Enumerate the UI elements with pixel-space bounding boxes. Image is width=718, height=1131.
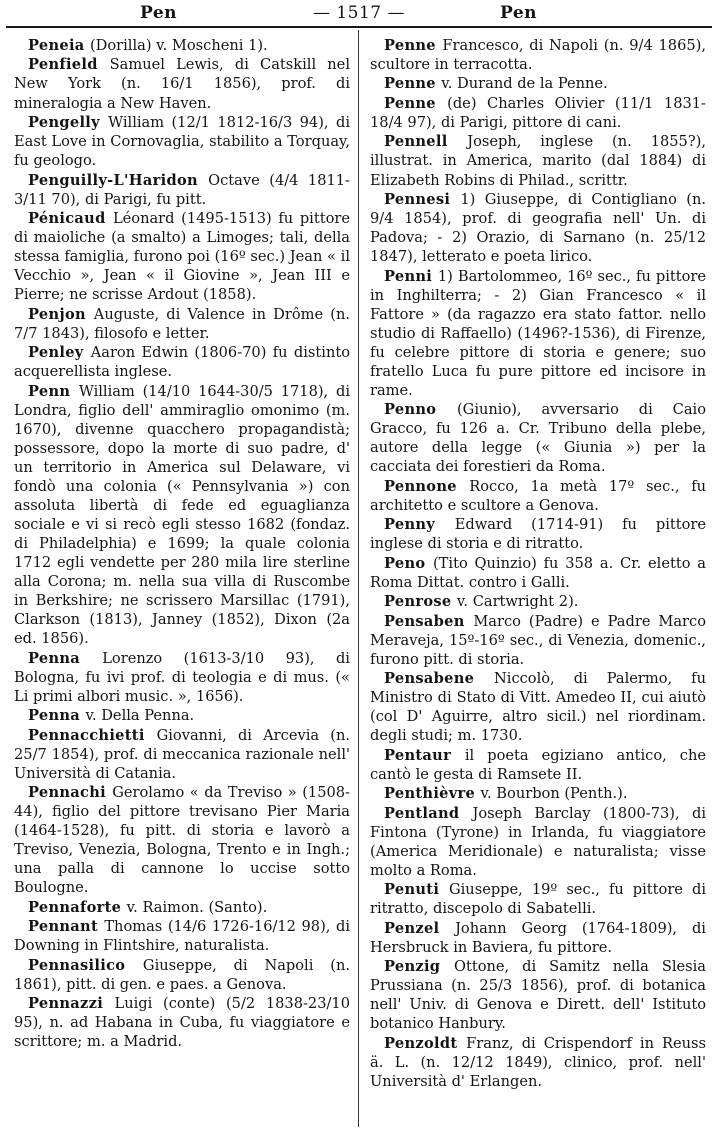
entry-headword: Penzoldt	[384, 1034, 458, 1052]
dictionary-entry	[370, 804, 706, 880]
entry-text: 1) Bartolommeo, 16º sec., fu pittore in Inghilterra; - 2) Gian Francesco « il Fattore » (da ragazzo era stato fattor. nello studio di Raffaello) (1496?-1536), di Firenze, fu celebre pittore di storia e genere; suo fratello Luca fu pure pittore ed incisore in rame.	[370, 267, 706, 399]
dictionary-entry	[370, 880, 706, 918]
dictionary-entry	[14, 783, 350, 897]
dictionary-entry	[14, 343, 350, 381]
dictionary-entry	[370, 74, 706, 93]
entry-headword: Penzel	[384, 919, 440, 937]
dictionary-entry	[14, 994, 350, 1051]
entry-text: 1) Giuseppe, di Contigliano (n. 9/4 1854), prof. di geografia nell' Un. di Padova; - 2) Orazio, di Sarnano (n. 25/12 1847), letterato e poeta lirico.	[370, 190, 706, 266]
entry-headword: Penna	[28, 649, 81, 667]
page-number: — 1517 —	[312, 3, 406, 23]
dictionary-entry	[370, 957, 706, 1033]
entry-text: v. Raimon. (Santo).	[126, 898, 268, 916]
entry-headword: Penne	[384, 75, 436, 93]
dictionary-entry	[14, 36, 350, 55]
entry-headword: Penna	[28, 707, 81, 725]
entry-text: Marco (Padre) e Padre Marco Meraveja, 15º-16º sec., di Venezia, domenic., furono pitt. di storia.	[370, 612, 706, 668]
entry-headword: Pennazzi	[28, 995, 104, 1013]
entry-text: v. Della Penna.	[85, 707, 195, 725]
dictionary-entry	[370, 746, 706, 784]
entry-headword: Pennachi	[28, 784, 106, 802]
entry-text: Franz, di Crispendorf in Reuss ä. L. (n. 12/12 1849), clinico, prof. nell' Università d' Erlangen.	[370, 1034, 706, 1090]
entry-headword: Penne	[384, 94, 436, 112]
dictionary-entry	[370, 400, 706, 476]
entry-text: (Giunio), avversario di Caio Gracco, fu 126 a. Cr. Tribuno della plebe, autore della legge (« Giunia ») per la cacciata dei forestieri da Roma.	[370, 401, 706, 476]
entry-text: (Dorilla) v. Moscheni 1).	[89, 37, 268, 54]
entry-headword: Pengelly	[28, 113, 100, 131]
entry-text: William (14/10 1644-30/5 1718), di Londra, figlio dell' ammiraglio omonimo (m. 1670), divenne quacchero propagandistà; possessore, dopo la morte di suo padre, d' un territorio in America sul Delaware, vi fondò una colonia (« Pennsylvania ») con assoluta libertà di fede ed eguaglianza sociale e vi si recò egli stesso 1682 (fondaz. di Philadelphia) e 1699; la quale colonia 1712 egli vendette per 280 mila lire sterline alla Corona; m. nella sua villa di Ruscombe in Berkshire; ne scrissero Marsillac (1791), Clarkson (1813), Janney (1852), Dixon (2a ed. 1856).	[14, 382, 350, 648]
entry-text: v. Cartwright 2).	[456, 593, 579, 611]
entry-headword: Penjon	[28, 305, 86, 323]
entry-headword: Penley	[28, 344, 84, 362]
dictionary-entry	[14, 649, 350, 706]
header-rule	[6, 26, 712, 28]
dictionary-entry	[370, 477, 706, 515]
entry-text: Rocco, 1a metà 17º sec., fu architetto e scultore a Genova.	[370, 477, 706, 514]
dictionary-entry	[14, 956, 350, 994]
entry-headword: Pentaur	[384, 746, 452, 764]
entry-headword: Pennaforte	[28, 898, 122, 916]
entry-text: Aaron Edwin (1806-70) fu distinto acquerellista inglese.	[14, 344, 350, 381]
entry-headword: Penno	[384, 401, 437, 419]
entry-headword: Pensabene	[384, 670, 475, 688]
dictionary-entry	[14, 382, 350, 649]
dictionary-entry	[14, 898, 350, 917]
dictionary-entry	[14, 305, 350, 343]
dictionary-entry	[14, 113, 350, 170]
entry-text: Auguste, di Valence in Drôme (n. 7/7 1843), filosofo e letter.	[14, 305, 350, 342]
dictionary-entry	[370, 190, 706, 266]
dictionary-entry	[14, 917, 350, 955]
entry-headword: Peneia	[28, 37, 85, 54]
entry-headword: Peno	[384, 554, 426, 572]
header-right-keyword: Pen	[500, 3, 538, 23]
dictionary-entry	[370, 267, 706, 400]
entry-text: Joseph Barclay (1800-73), di Fintona (Tyrone) in Irlanda, fu viaggiatore (America Meridionale) e naturalista; visse molto a Roma.	[370, 804, 706, 879]
dictionary-entry	[370, 94, 706, 132]
entry-text: Lorenzo (1613-3/10 93), di Bologna, fu ivi prof. di teologia e di mus. (« Li primi albori music. », 1656).	[14, 649, 350, 705]
entry-text: Gerolamo « da Treviso » (1508-44), figlio del pittore trevisano Pier Maria (1464-1528), fu pitt. di storia e lavorò a Treviso, Venezia, Bologna, Trento e in Ingh.; una palla di cannone lo uccise sotto Boulogne.	[14, 784, 350, 897]
entry-headword: Penni	[384, 267, 433, 285]
entry-headword: Pennesi	[384, 190, 451, 208]
dictionary-entry	[370, 1034, 706, 1091]
dictionary-entry	[370, 612, 706, 669]
dictionary-entry	[14, 726, 350, 783]
dictionary-entry	[370, 132, 706, 189]
entry-text: Giuseppe, di Napoli (n. 1861), pitt. di gen. e paes. a Genova.	[14, 956, 350, 993]
entry-headword: Pensaben	[384, 612, 465, 630]
page-header	[0, 0, 718, 28]
entry-text: Giovanni, di Arcevia (n. 25/7 1854), prof. di meccanica razionale nell' Università di Catania.	[14, 726, 350, 782]
dictionary-entry	[370, 554, 706, 592]
entry-text: Luigi (conte) (5/2 1838-23/10 95), n. ad Habana in Cuba, fu viaggiatore e scrittore; m. a Madrid.	[14, 995, 350, 1051]
dictionary-entry	[14, 55, 350, 112]
entry-headword: Penrose	[384, 593, 452, 611]
entry-text: Ottone, di Samitz nella Slesia Prussiana (n. 25/3 1856), prof. di botanica nell' Univ. di Genova e Dirett. dell' Istituto botanico Hanbury.	[370, 958, 706, 1033]
entry-text: Léonard (1495-1513) fu pittore di maioliche (a smalto) a Limoges; tali, della stessa famiglia, furono poi (16º sec.) Jean « il Vecchio », Jean « il Giovine », Jean III e Pierre; ne scrisse Ardout (1858).	[14, 209, 350, 304]
dictionary-entry	[370, 592, 706, 611]
dictionary-entry	[14, 706, 350, 725]
dictionary-entry	[370, 919, 706, 957]
header-left-keyword: Pen	[140, 3, 178, 23]
entry-text: Giuseppe, 19º sec., fu pittore di ritratto, discepolo di Sabatelli.	[370, 881, 706, 918]
entry-headword: Pennant	[28, 918, 98, 936]
entry-text: Thomas (14/6 1726-16/12 98), di Downing in Flintshire, naturalista.	[14, 918, 350, 955]
entry-text: il poeta egiziano antico, che cantò le gesta di Ramsete II.	[370, 746, 706, 783]
entry-headword: Penfield	[28, 56, 98, 74]
entry-headword: Pennone	[384, 477, 457, 495]
entry-headword: Penne	[384, 37, 436, 54]
entry-text: (de) Charles Olivier (11/1 1831-18/4 97), di Parigi, pittore di cani.	[370, 94, 706, 131]
entry-text: Samuel Lewis, di Catskill nel New York (n. 16/1 1856), prof. di mineralogia a New Haven.	[14, 56, 350, 112]
entry-text: Niccolò, di Palermo, fu Ministro di Stato di Vitt. Amedeo II, cui aiutò (col D' Aguirre, altro sicil.) nel riordinam. degli studi; m. 1730.	[370, 670, 706, 745]
entry-headword: Penguilly-L'Haridon	[28, 171, 198, 189]
left-column	[14, 36, 350, 1052]
dictionary-entry	[370, 784, 706, 803]
entry-text: Johann Georg (1764-1809), di Hersbruck in Baviera, fu pittore.	[370, 919, 706, 956]
entry-text: (Tito Quinzio) fu 358 a. Cr. eletto a Roma Dittat. contro i Galli.	[370, 554, 706, 591]
entry-headword: Penn	[28, 382, 71, 400]
entry-headword: Penthièvre	[384, 785, 476, 803]
entry-headword: Penny	[384, 516, 436, 534]
dictionary-entry	[14, 171, 350, 209]
entry-text: Octave (4/4 1811-3/11 70), di Parigi, fu pitt.	[14, 171, 350, 208]
entry-text: v. Bourbon (Penth.).	[480, 785, 628, 803]
dictionary-entry	[370, 515, 706, 553]
right-column	[370, 36, 706, 1091]
dictionary-entry	[14, 209, 350, 304]
entry-headword: Pennell	[384, 133, 448, 151]
entry-text: v. Durand de la Penne.	[441, 75, 608, 93]
entry-headword: Pénicaud	[28, 209, 106, 227]
entry-headword: Pentland	[384, 804, 460, 822]
entry-text: Edward (1714-91) fu pittore inglese di storia e di ritratto.	[370, 516, 706, 553]
entry-text: Francesco, di Napoli (n. 9/4 1865), scultore in terracotta.	[370, 37, 706, 74]
dictionary-entry	[370, 36, 706, 74]
entry-text: Joseph, inglese (n. 1855?), illustrat. in America, marito (dal 1884) di Elizabeth Robins di Philad., scrittr.	[370, 133, 706, 189]
dictionary-entry	[370, 669, 706, 745]
entry-headword: Pennasilico	[28, 956, 126, 974]
entry-headword: Penuti	[384, 881, 440, 899]
entry-text: William (12/1 1812-16/3 94), di East Love in Cornovaglia, stabilito a Torquay, fu geologo.	[14, 113, 350, 170]
column-divider	[358, 30, 359, 1127]
entry-headword: Penzig	[384, 958, 441, 976]
entry-headword: Pennacchietti	[28, 726, 145, 744]
